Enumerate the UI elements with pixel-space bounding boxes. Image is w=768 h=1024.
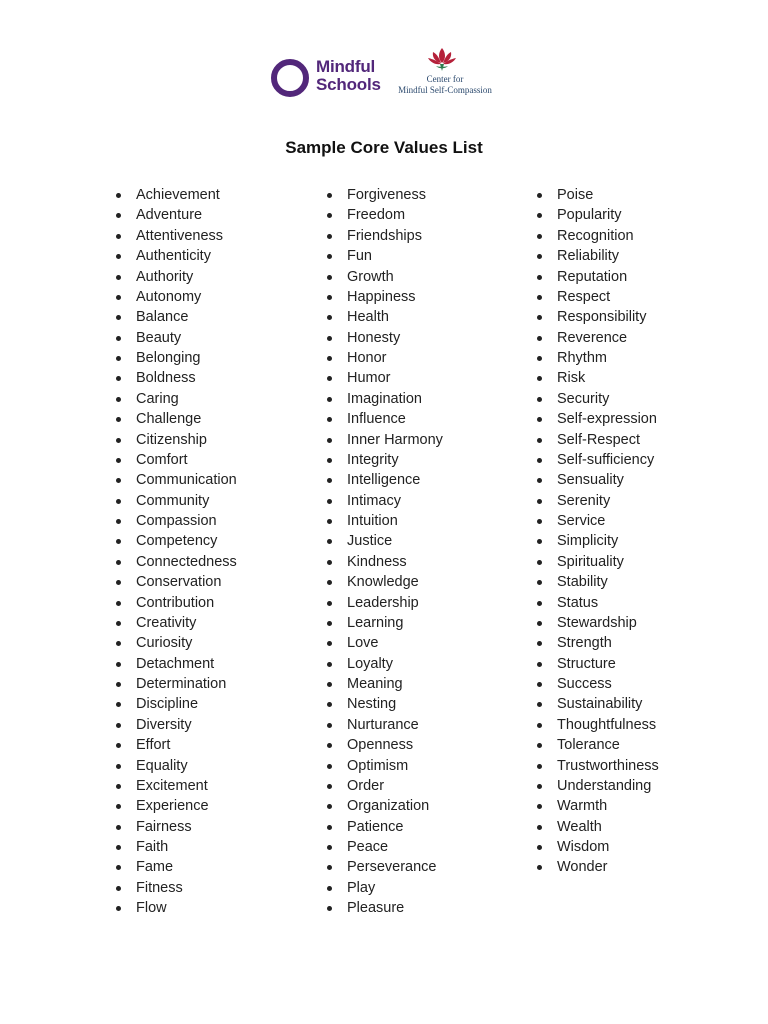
list-item: Forgiveness bbox=[325, 185, 443, 205]
list-item: Reputation bbox=[535, 267, 659, 287]
list-item: Communication bbox=[114, 470, 237, 490]
list-item: Self-expression bbox=[535, 409, 659, 429]
list-item: Excitement bbox=[114, 776, 237, 796]
list-item: Status bbox=[535, 593, 659, 613]
values-column-2 bbox=[325, 185, 443, 919]
list-item: Competency bbox=[114, 531, 237, 551]
list-item: Patience bbox=[325, 817, 443, 837]
list-item: Simplicity bbox=[535, 531, 659, 551]
list-item: Stewardship bbox=[535, 613, 659, 633]
list-item: Diversity bbox=[114, 715, 237, 735]
list-item: Self-Respect bbox=[535, 430, 659, 450]
list-item: Peace bbox=[325, 837, 443, 857]
list-item: Fairness bbox=[114, 817, 237, 837]
list-item: Knowledge bbox=[325, 572, 443, 592]
list-item: Faith bbox=[114, 837, 237, 857]
list-item: Fame bbox=[114, 857, 237, 877]
list-item: Comfort bbox=[114, 450, 237, 470]
list-item: Leadership bbox=[325, 593, 443, 613]
list-item: Reliability bbox=[535, 246, 659, 266]
list-item: Tolerance bbox=[535, 735, 659, 755]
list-item: Play bbox=[325, 878, 443, 898]
list-item: Beauty bbox=[114, 328, 237, 348]
list-item: Fitness bbox=[114, 878, 237, 898]
list-item: Influence bbox=[325, 409, 443, 429]
mindful-schools-ring-icon bbox=[271, 59, 309, 97]
cmsc-line1: Center for bbox=[426, 74, 464, 84]
list-item: Order bbox=[325, 776, 443, 796]
list-item: Respect bbox=[535, 287, 659, 307]
list-item: Integrity bbox=[325, 450, 443, 470]
list-item: Service bbox=[535, 511, 659, 531]
list-item: Nurturance bbox=[325, 715, 443, 735]
values-column-3 bbox=[535, 185, 659, 878]
list-item: Recognition bbox=[535, 226, 659, 246]
cmsc-line2: Mindful Self-Compassion bbox=[398, 85, 492, 95]
list-item: Creativity bbox=[114, 613, 237, 633]
list-item: Strength bbox=[535, 633, 659, 653]
list-item: Friendships bbox=[325, 226, 443, 246]
list-item: Curiosity bbox=[114, 633, 237, 653]
list-item: Honesty bbox=[325, 328, 443, 348]
lotus-icon bbox=[427, 46, 457, 72]
list-item: Equality bbox=[114, 756, 237, 776]
list-item: Flow bbox=[114, 898, 237, 918]
list-item: Sustainability bbox=[535, 694, 659, 714]
list-item: Pleasure bbox=[325, 898, 443, 918]
list-item: Community bbox=[114, 491, 237, 511]
page-title: Sample Core Values List bbox=[285, 138, 483, 157]
list-item: Intelligence bbox=[325, 470, 443, 490]
cmsc-wordmark bbox=[396, 74, 494, 96]
list-item: Perseverance bbox=[325, 857, 443, 877]
list-item: Wealth bbox=[535, 817, 659, 837]
list-item: Meaning bbox=[325, 674, 443, 694]
list-item: Authenticity bbox=[114, 246, 237, 266]
list-item: Health bbox=[325, 307, 443, 327]
list-item: Poise bbox=[535, 185, 659, 205]
list-item: Connectedness bbox=[114, 552, 237, 572]
list-item: Nesting bbox=[325, 694, 443, 714]
list-item: Organization bbox=[325, 796, 443, 816]
list-item: Growth bbox=[325, 267, 443, 287]
list-item: Rhythm bbox=[535, 348, 659, 368]
list-item: Challenge bbox=[114, 409, 237, 429]
list-item: Fun bbox=[325, 246, 443, 266]
list-item: Effort bbox=[114, 735, 237, 755]
list-item: Spirituality bbox=[535, 552, 659, 572]
list-item: Inner Harmony bbox=[325, 430, 443, 450]
list-item: Balance bbox=[114, 307, 237, 327]
list-item: Happiness bbox=[325, 287, 443, 307]
list-item: Reverence bbox=[535, 328, 659, 348]
list-item: Sensuality bbox=[535, 470, 659, 490]
list-item: Wonder bbox=[535, 857, 659, 877]
list-item: Serenity bbox=[535, 491, 659, 511]
list-item: Autonomy bbox=[114, 287, 237, 307]
list-item: Understanding bbox=[535, 776, 659, 796]
list-item: Achievement bbox=[114, 185, 237, 205]
values-column-1 bbox=[114, 185, 237, 919]
header-logos bbox=[266, 40, 506, 108]
list-item: Citizenship bbox=[114, 430, 237, 450]
list-item: Kindness bbox=[325, 552, 443, 572]
list-item: Responsibility bbox=[535, 307, 659, 327]
list-item: Optimism bbox=[325, 756, 443, 776]
list-item: Intimacy bbox=[325, 491, 443, 511]
mindful-schools-line2: Schools bbox=[316, 75, 381, 94]
list-item: Authority bbox=[114, 267, 237, 287]
list-item: Popularity bbox=[535, 205, 659, 225]
list-item: Loyalty bbox=[325, 654, 443, 674]
list-item: Justice bbox=[325, 531, 443, 551]
list-item: Adventure bbox=[114, 205, 237, 225]
list-item: Belonging bbox=[114, 348, 237, 368]
list-item: Warmth bbox=[535, 796, 659, 816]
mindful-schools-logo bbox=[271, 55, 389, 101]
list-item: Detachment bbox=[114, 654, 237, 674]
list-item: Compassion bbox=[114, 511, 237, 531]
list-item: Wisdom bbox=[535, 837, 659, 857]
list-item: Freedom bbox=[325, 205, 443, 225]
list-item: Success bbox=[535, 674, 659, 694]
list-item: Security bbox=[535, 389, 659, 409]
mindful-schools-line1: Mindful bbox=[316, 57, 376, 76]
list-item: Intuition bbox=[325, 511, 443, 531]
list-item: Caring bbox=[114, 389, 237, 409]
list-item: Trustworthiness bbox=[535, 756, 659, 776]
list-item: Attentiveness bbox=[114, 226, 237, 246]
list-item: Determination bbox=[114, 674, 237, 694]
list-item: Imagination bbox=[325, 389, 443, 409]
list-item: Discipline bbox=[114, 694, 237, 714]
list-item: Self-sufficiency bbox=[535, 450, 659, 470]
list-item: Love bbox=[325, 633, 443, 653]
list-item: Contribution bbox=[114, 593, 237, 613]
cmsc-logo bbox=[396, 46, 496, 106]
list-item: Risk bbox=[535, 368, 659, 388]
list-item: Boldness bbox=[114, 368, 237, 388]
list-item: Thoughtfulness bbox=[535, 715, 659, 735]
list-item: Structure bbox=[535, 654, 659, 674]
list-item: Honor bbox=[325, 348, 443, 368]
list-item: Openness bbox=[325, 735, 443, 755]
list-item: Humor bbox=[325, 368, 443, 388]
list-item: Experience bbox=[114, 796, 237, 816]
mindful-schools-wordmark bbox=[316, 58, 381, 94]
list-item: Conservation bbox=[114, 572, 237, 592]
list-item: Stability bbox=[535, 572, 659, 592]
list-item: Learning bbox=[325, 613, 443, 633]
